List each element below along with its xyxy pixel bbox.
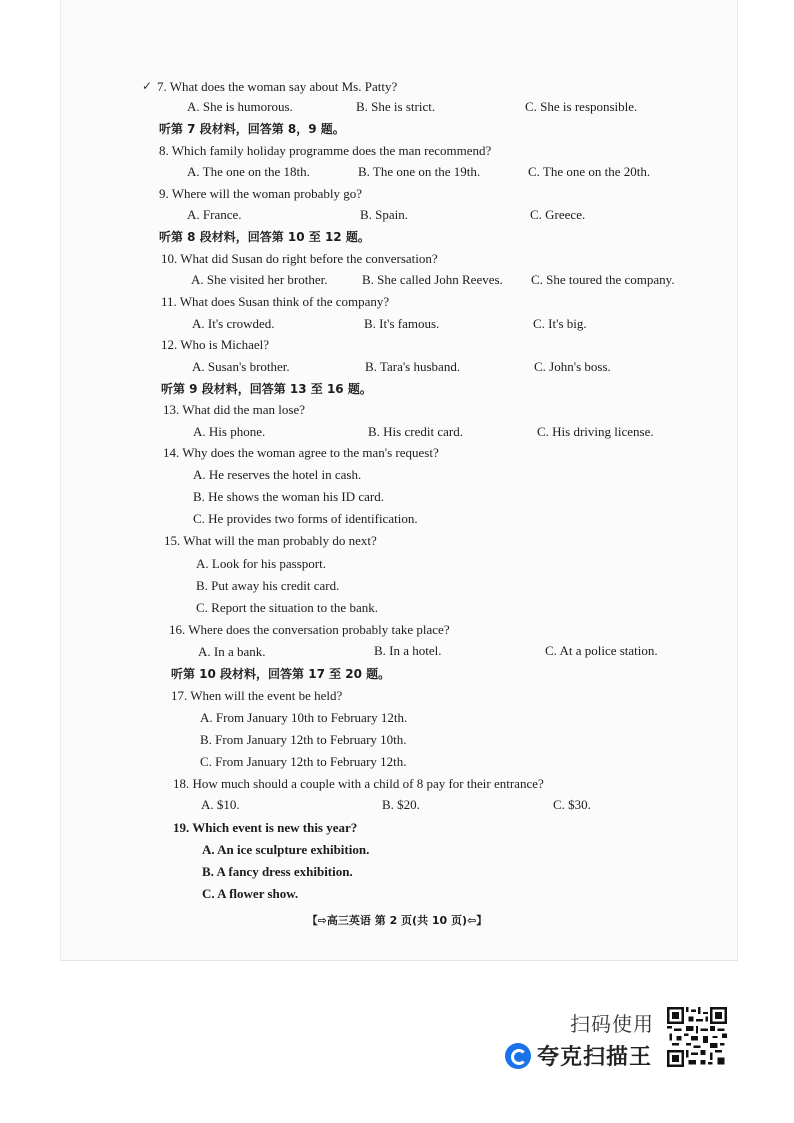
question-10-option-b: B. She called John Reeves. [362, 272, 503, 287]
question-11-option-b: B. It's famous. [364, 316, 440, 331]
question-19-stem: 19. Which event is new this year? [173, 820, 358, 835]
question-8-stem: 8. Which family holiday programme does the man recommend? [159, 143, 492, 158]
question-13-option-b: B. His credit card. [368, 424, 463, 439]
question-18-option-c: C. $30. [553, 797, 591, 812]
question-19-option-b: B. A fancy dress exhibition. [202, 864, 353, 879]
question-9-option-b: B. Spain. [360, 207, 409, 222]
question-10-option-a: A. She visited her brother. [191, 272, 328, 287]
question-10-option-c: C. She toured the company. [531, 272, 675, 287]
question-12-option-c: C. John's boss. [534, 359, 611, 374]
question-13-option-a: A. His phone. [193, 424, 266, 439]
question-7-option-a: A. She is humorous. [187, 99, 293, 114]
question-19-option-a: A. An ice sculpture exhibition. [202, 842, 370, 857]
question-12-option-a: A. Susan's brother. [192, 359, 290, 374]
question-14-option-a: A. He reserves the hotel in cash. [193, 467, 362, 482]
question-15-option-c: C. Report the situation to the bank. [196, 600, 378, 615]
quark-logo-icon [505, 1043, 531, 1069]
question-8-option-b: B. The one on the 19th. [358, 164, 481, 179]
question-11-stem: 11. What does Susan think of the company? [161, 294, 390, 309]
question-12-stem: 12. Who is Michael? [161, 337, 270, 352]
question-11-option-a: A. It's crowded. [192, 316, 275, 331]
question-18-stem: 18. How much should a couple with a child of 8 pay for their entrance? [173, 776, 544, 791]
question-16-stem: 16. Where does the conversation probably take place? [169, 622, 450, 637]
question-19-option-c: C. A flower show. [202, 886, 299, 901]
question-15-option-b: B. Put away his credit card. [196, 578, 340, 593]
question-9-option-c: C. Greece. [530, 207, 586, 222]
question-12-option-b: B. Tara's husband. [365, 359, 461, 374]
question-13-option-c: C. His driving license. [537, 424, 654, 439]
question-17-option-a: A. From January 10th to February 12th. [200, 710, 408, 725]
question-9-option-a: A. France. [187, 207, 242, 222]
section-heading-10: 听第 10 段材料，回答第 17 至 20 题。 [171, 667, 391, 681]
question-14-option-c: C. He provides two forms of identification. [193, 511, 418, 526]
question-7-stem: 7. What does the woman say about Ms. Patty? [157, 79, 398, 94]
question-17-option-b: B. From January 12th to February 10th. [200, 732, 407, 747]
question-10-stem: 10. What did Susan do right before the conversation? [161, 251, 438, 266]
section-heading-8: 听第 8 段材料，回答第 10 至 12 题。 [159, 230, 370, 244]
question-16-option-a: A. In a bank. [198, 644, 266, 659]
scanner-brand [505, 1040, 652, 1071]
page-footer: 【⇨高三英语 第 2 页(共 10 页)⇦】 [306, 914, 488, 927]
question-7-option-b: B. She is strict. [356, 99, 436, 114]
section-heading-7: 听第 7 段材料，回答第 8，9 题。 [159, 122, 345, 136]
question-15-option-a: A. Look for his passport. [196, 556, 326, 571]
question-16-option-c: C. At a police station. [545, 643, 658, 658]
question-18-option-b: B. $20. [382, 797, 420, 812]
question-16-option-b: B. In a hotel. [374, 643, 442, 658]
handwritten-mark: ✓ [142, 79, 153, 93]
question-17-stem: 17. When will the event be held? [171, 688, 343, 703]
question-14-stem: 14. Why does the woman agree to the man's request? [163, 445, 439, 460]
question-17-option-c: C. From January 12th to February 12th. [200, 754, 407, 769]
question-18-option-a: A. $10. [201, 797, 240, 812]
scan-to-use-label: 扫码使用 [570, 1012, 654, 1036]
qr-code-icon[interactable] [667, 1007, 727, 1067]
question-7-option-c: C. She is responsible. [525, 99, 638, 114]
question-9-stem: 9. Where will the woman probably go? [159, 186, 363, 201]
question-11-option-c: C. It's big. [533, 316, 587, 331]
brand-name: 夸克扫描王 [537, 1045, 653, 1070]
question-8-option-c: C. The one on the 20th. [528, 164, 651, 179]
question-13-stem: 13. What did the man lose? [163, 402, 306, 417]
section-heading-9: 听第 9 段材料，回答第 13 至 16 题。 [161, 382, 372, 396]
question-8-option-a: A. The one on the 18th. [187, 164, 310, 179]
question-14-option-b: B. He shows the woman his ID card. [193, 489, 384, 504]
question-15-stem: 15. What will the man probably do next? [164, 533, 377, 548]
